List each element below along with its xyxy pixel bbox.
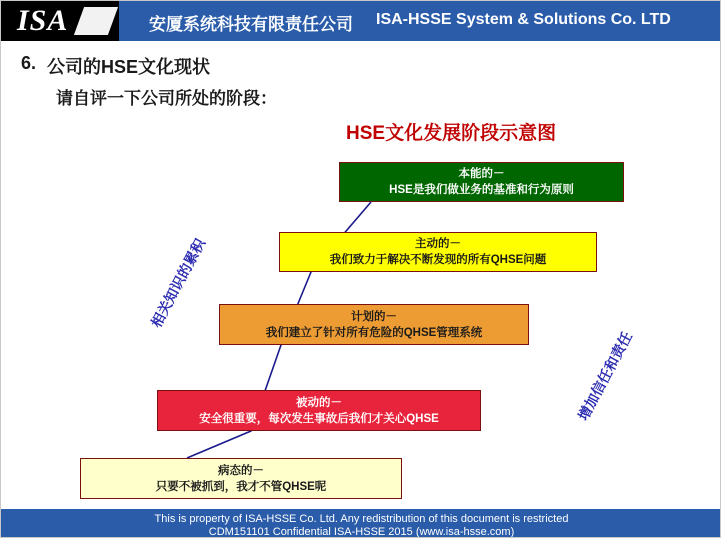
stage-instinctive-line2: HSE是我们做业务的基准和行为原则 [389,184,574,196]
stage-instinctive [339,162,624,202]
stage-sick-line1: 病态的－ [218,464,264,477]
page-subtitle: 请自评一下公司所处的阶段： [56,89,277,108]
diagram-title: HSE文化发展阶段示意图 [346,123,557,144]
logo-swoosh-icon [74,7,118,35]
stage-proactive [279,232,597,272]
stage-planned-line2: 我们建立了针对所有危险的QHSE管理系统 [265,326,483,339]
page-title: 公司的HSE文化现状 [47,57,211,77]
footer-confidential: CDM151101 Confidential ISA-HSSE 2015 (www.isa-hsse.com) [208,526,515,538]
stage-passive-line2: 安全很重要，每次发生事故后我们才关心QHSE [199,412,439,425]
stage-sick [80,458,402,499]
slide-number: 6. [21,53,37,73]
axis-label-trust: 增加信任和责任 [574,328,636,424]
stage-proactive-line2: 我们致力于解决不断发现的所有QHSE问题 [329,254,547,266]
logo-block [1,1,119,41]
logo-text: ISA [17,4,69,37]
footer-copyright: This is property of ISA-HSSE Co. Ltd. Any redistribution of this document is restricted [154,513,569,525]
company-name-cn: 安厦系统科技有限责任公司 [149,15,353,34]
footer-bar [1,509,721,538]
stage-planned [219,304,529,345]
stage-planned-line1: 计划的－ [351,310,397,323]
stage-instinctive-line1: 本能的－ [458,168,505,180]
stage-passive-line1: 被动的－ [296,396,342,409]
stage-passive [157,390,481,431]
stage-proactive-line1: 主动的－ [415,238,461,250]
company-name-en: ISA-HSSE System & Solutions Co. LTD [376,11,671,28]
stage-sick-line2: 只要不被抓到，我才不管QHSE呢 [155,480,327,493]
axis-label-knowledge: 相关知识的累积 [147,235,209,331]
header-bar [1,1,721,41]
